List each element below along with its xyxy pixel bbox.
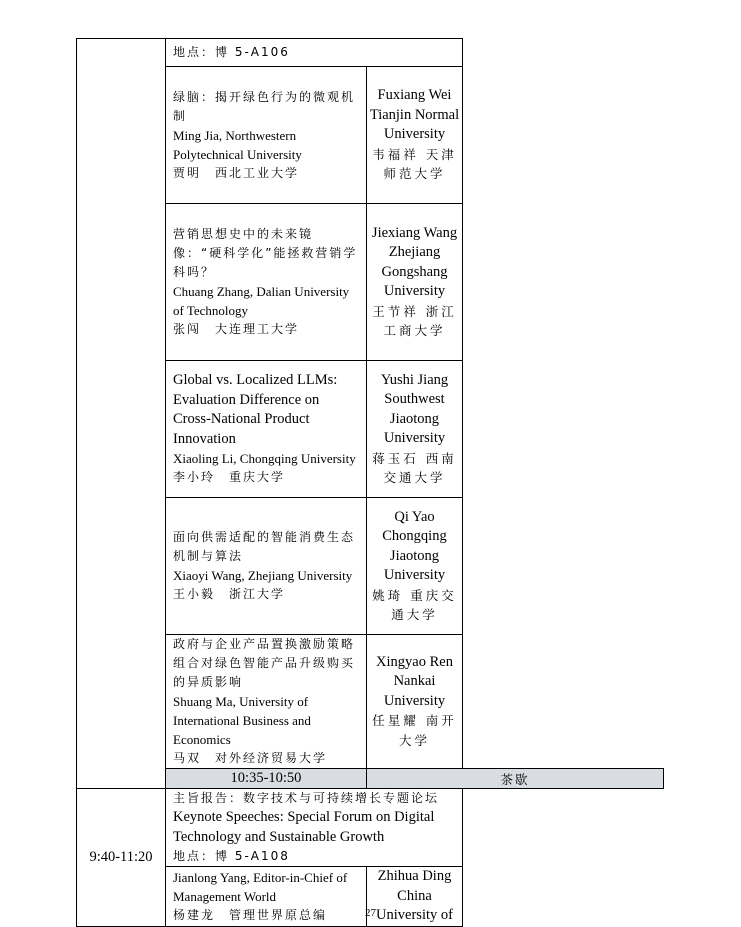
chair-en: Jiexiang Wang Zhejiang Gongshang University — [371, 224, 458, 299]
chair-en: Zhihua Ding China University of — [376, 868, 453, 923]
location-row — [166, 39, 463, 67]
session-time: 9:40-11:20 — [77, 789, 166, 927]
tea-break-label: 茶歇 — [367, 769, 664, 789]
speaker-en: Xiaoling Li, Chongqing University — [173, 451, 356, 466]
talk-title: 绿脑：揭开绿色行为的微观机制 — [173, 89, 356, 123]
speaker-en: Chuang Zhang, Dalian University of Technology — [173, 284, 350, 318]
page-number: 27 — [365, 907, 376, 919]
talk-title: Global vs. Localized LLMs: Evaluation Difference on Cross-National Product Innovation — [173, 372, 338, 447]
speaker-en: Jianlong Yang, Editor-in-Chief of Management World — [173, 869, 348, 904]
chair-cell — [367, 498, 463, 635]
chair-cn: 姚琦 重庆交通大学 — [372, 587, 457, 622]
speaker-en: Shuang Ma, University of International Business and Economics — [173, 694, 311, 747]
chair-cell — [367, 361, 463, 498]
talk-title: 政府与企业产品置换激励策略组合对绿色智能产品升级购买的异质影响 — [173, 637, 356, 689]
speaker-cn: 杨建龙 管理世界原总编 — [173, 907, 328, 922]
chair-en: Yushi Jiang Southwest Jiaotong University — [380, 371, 449, 446]
chair-cn: 韦福祥 天津师范大学 — [372, 146, 457, 182]
speaker-cn: 王小毅 浙江大学 — [173, 587, 286, 601]
schedule-table — [76, 38, 664, 927]
chair-en: Qi Yao Chongqing Jiaotong University — [382, 508, 447, 583]
chair-en: Fuxiang Wei Tianjin Normal University — [369, 87, 460, 143]
chair-cn: 王节祥 浙江工商大学 — [372, 303, 457, 338]
talk-cell — [166, 67, 367, 204]
speaker-cn: 李小玲 重庆大学 — [173, 470, 286, 484]
chair-cell — [367, 67, 463, 204]
talk-cell — [166, 204, 367, 361]
chair-en: Xingyao Ren Nankai University — [376, 653, 453, 709]
chair-cn: 蒋玉石 西南交通大学 — [372, 450, 457, 485]
session-title-en: Keynote Speeches: Special Forum on Digital Technology and Sustainable Growth — [173, 809, 435, 845]
speaker-cn: 马双 对外经济贸易大学 — [173, 751, 328, 765]
session-location: 地点：博 5-A108 — [173, 849, 290, 863]
talk-cell — [166, 361, 367, 498]
session-title-cn: 主旨报告：数字技术与可持续增长专题论坛 — [173, 791, 440, 805]
chair-cn: 任星耀 南开大学 — [372, 713, 457, 748]
talk-cell — [166, 635, 367, 769]
talk-title: 营销思想史中的未来镜像：“硬科学化”能拯救营销学科吗？ — [173, 227, 358, 279]
tea-break-time: 10:35-10:50 — [166, 769, 367, 789]
speaker-en: Xiaoyi Wang, Zhejiang University — [173, 568, 353, 583]
chair-cell — [367, 635, 463, 769]
speaker-cn: 贾明 西北工业大学 — [173, 165, 300, 180]
speaker-cn: 张闯 大连理工大学 — [173, 322, 300, 336]
chair-cell — [367, 204, 463, 361]
talk-cell — [166, 498, 367, 635]
speaker-en: Ming Jia, Northwestern Polytechnical University — [173, 127, 302, 162]
time-cell-empty — [77, 39, 166, 789]
talk-title: 面向供需适配的智能消费生态机制与算法 — [173, 530, 356, 563]
session-header — [166, 789, 463, 867]
location-text: 地点：博 5-A106 — [173, 45, 290, 59]
